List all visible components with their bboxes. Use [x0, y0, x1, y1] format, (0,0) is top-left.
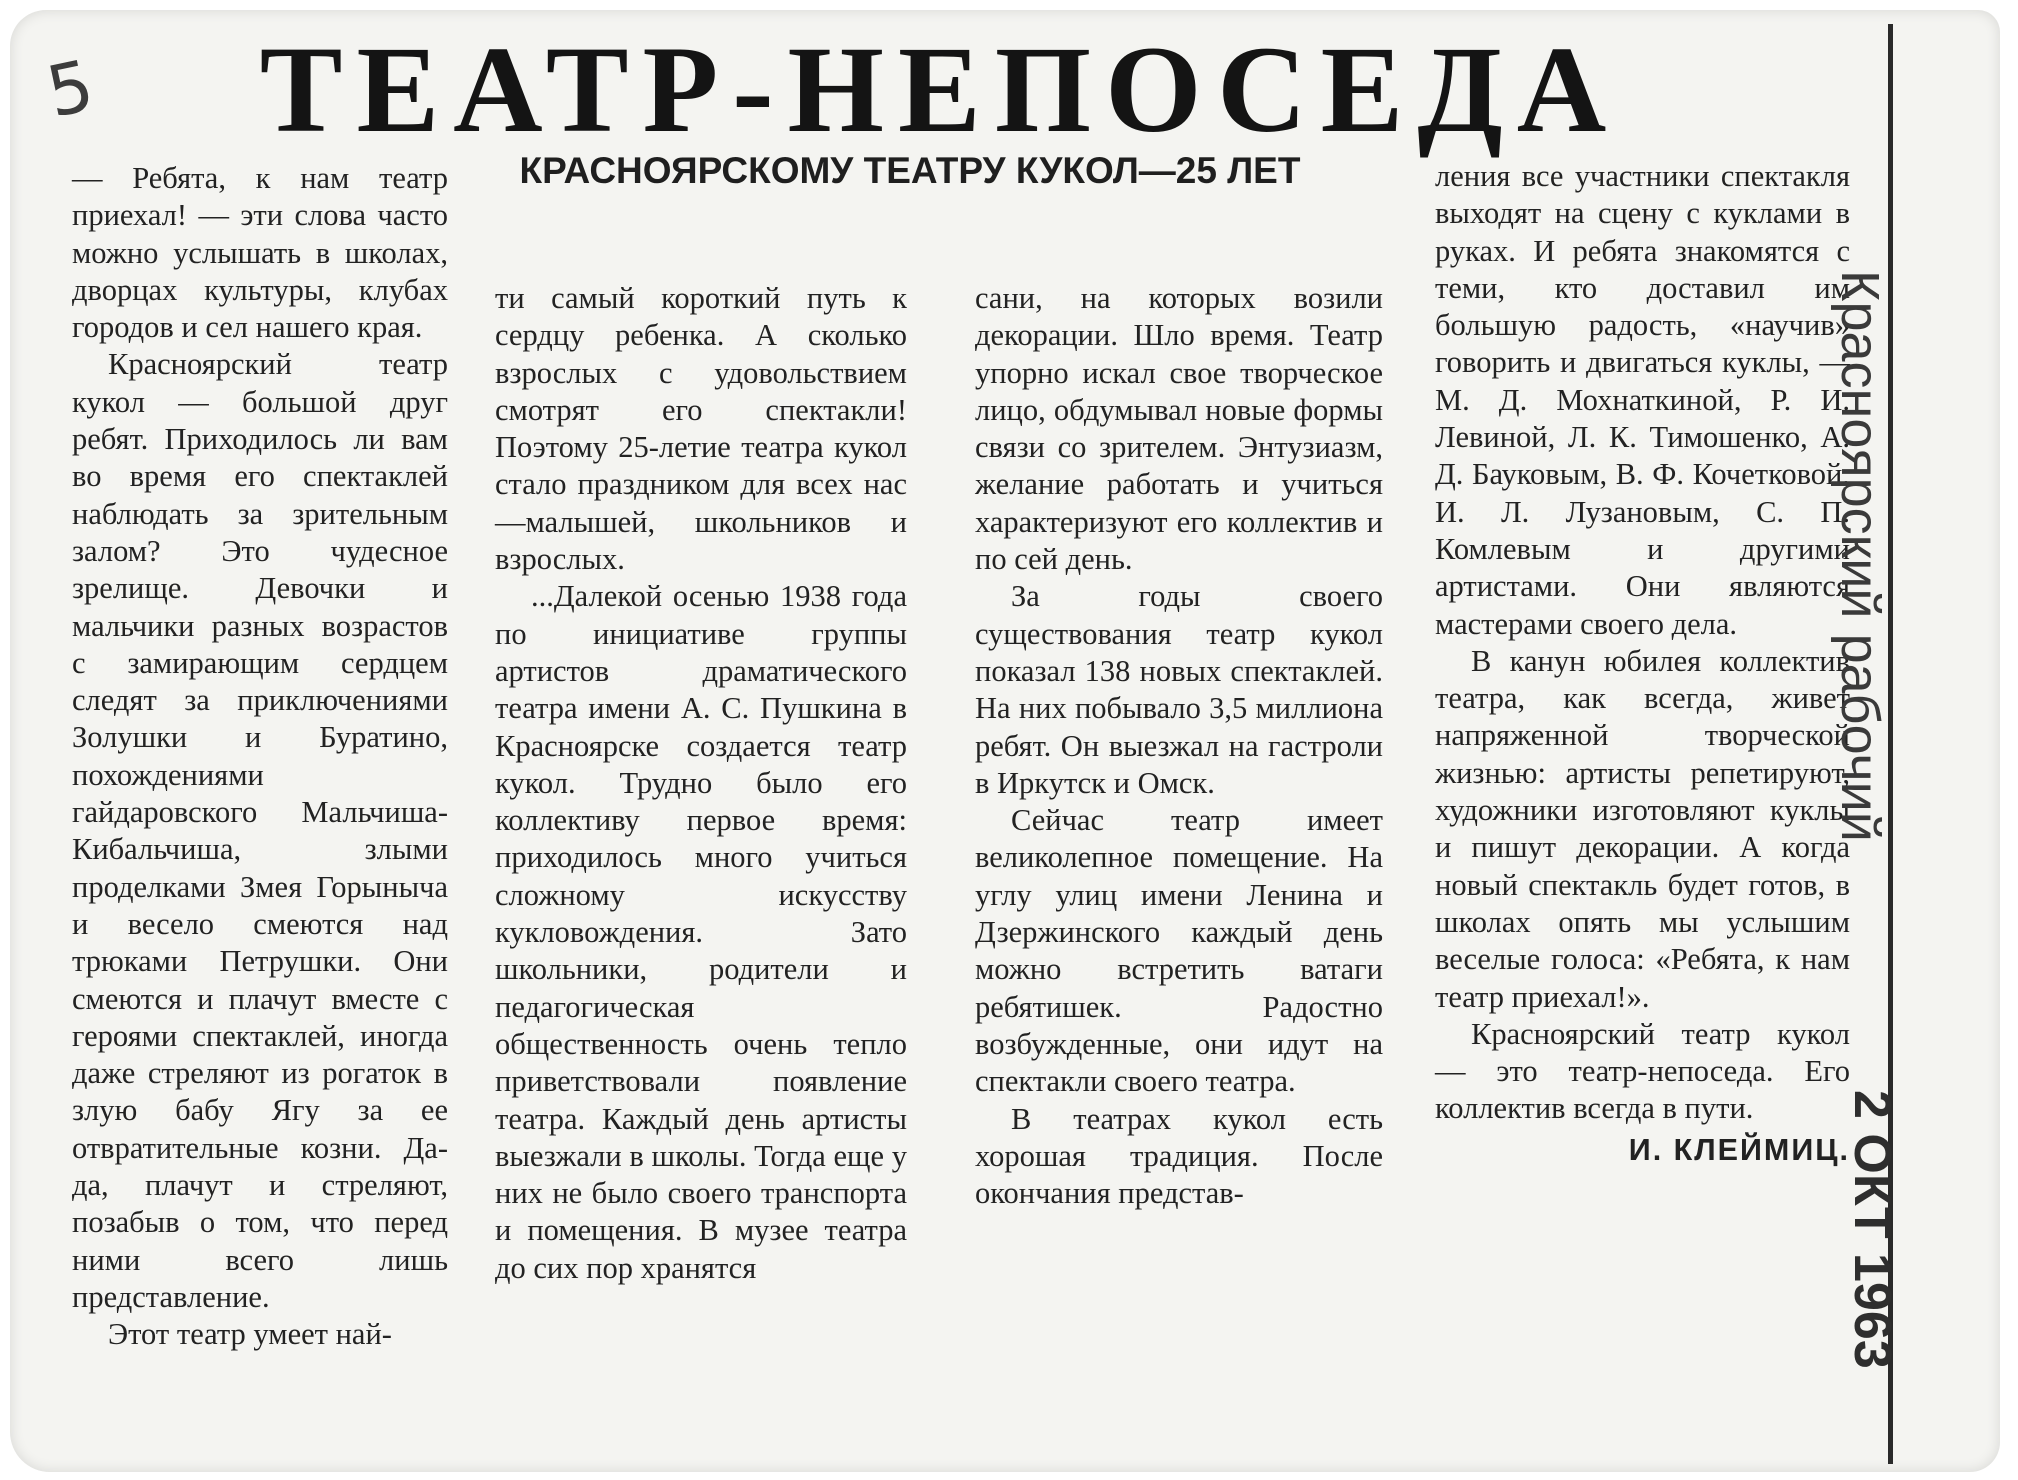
article-column-1 — [72, 160, 448, 1354]
handwritten-mark: 5 — [39, 44, 101, 134]
paragraph: В театрах кукол есть хорошая традиция. После окончания представ- — [975, 1101, 1383, 1211]
date-stamp: 2 ОКТ 1963 — [1843, 1090, 1901, 1369]
article-column-2 — [495, 280, 907, 1287]
paragraph: ления все участники спектакля выходят на сцену с куклами в руках. И ребята знакомятся с теми, кто доставил им большую радость, «научив» говорить и двигаться куклы, — М. Д. Мохнаткиной, Р. И. Левиной, Л. К. Тимошенко, А. Д. Бауковым, В. Ф. Кочетковой, И. Л. Лузановым, С. П. Комлевым и другими артистами. Они являются мастерами своего дела. — [1435, 159, 1850, 641]
paragraph: — Ребята, к нам театр приехал! — эти слова часто можно услышать в школах, дворцах культуры, клубах городов и сел нашего края. — [72, 161, 448, 345]
paragraph: Красноярский театр кукол — это театр-непоседа. Его коллектив всегда в пути. — [1435, 1016, 1850, 1126]
paragraph: ...Далекой осенью 1938 года по инициативе группы артистов драматического театра имени А. С. Пушкина в Красноярске создается театр кукол. Трудно было его коллективу первое время: приходилось много учиться сложному искусству кукловождения. Зато школьники, родители и педагогическая общественность очень тепло приветствовали появление театра. Каждый день артисты выезжали в школы. Тогда еще у них не было своего транспорта и помещения. В музее театра до сих пор хранятся — [495, 579, 907, 1285]
paragraph: За годы своего существования театр кукол показал 138 новых спектаклей. На них побывало 3,5 миллиона ребят. Он выезжал на гастроли в Иркутск и Омск. — [975, 579, 1383, 800]
paragraph: ти самый короткий путь к сердцу ребенка. А сколько взрослых с удовольствием смотрят его спектакли! Поэтому 25-летие театра кукол стало праздником для всех нас—малышей, школьников и взрослых. — [495, 281, 907, 577]
headline: ТЕАТР-НЕПОСЕДА — [259, 21, 1621, 158]
paragraph: Сейчас театр имеет великолепное помещение. На углу улиц имени Ленина и Дзержинского каждый день можно встретить ватаги ребятишек. Радостно возбужденные, они идут на спектакли своего театра. — [975, 803, 1383, 1099]
article-column-3 — [975, 280, 1383, 1212]
paragraph: Этот театр умеет най- — [108, 1317, 392, 1352]
paragraph: сани, на которых возили декорации. Шло время. Театр упорно искал свое творческое лицо, обдумывал новые формы связи со зрителем. Энтузиазм, желание работать и учиться характеризуют его коллектив и по сей день. — [975, 281, 1383, 577]
source-stamp: Красноярский рабочий — [1830, 270, 1890, 842]
subheadline: КРАСНОЯРСКОМУ ТЕАТРУ КУКОЛ—25 ЛЕТ — [519, 150, 1301, 191]
paragraph: В канун юбилея коллектив театра, как всегда, живет напряженной творческой жизнью: артисты репетируют, художники изготовляют куклы и пишут декорации. А когда новый спектакль будет готов, в школах опять мы услышим веселые голоса: «Ребята, к нам театр приехал!». — [1435, 643, 1850, 1014]
paragraph: Красноярский театр кукол — большой друг ребят. Приходилось ли вам во время его спектаклей наблюдать за зрительным залом? Это чудесное зрелище. Девочки и мальчики разных возрастов с замирающим сердцем следят за приключениями Золушки и Буратино, похождениями гайдаровского Мальчиша-Кибальчиша, злыми проделками Змея Горыныча и весело смеются над трюками Петрушки. Они смеются и плачут вместе с героями спектаклей, иногда даже стреляют из рогаток в злую бабу Ягу за ее отвратительные козни. Да-да, плачут и стреляют, позабыв о том, что перед ними всего лишь представление. — [72, 347, 448, 1314]
article-column-4 — [1435, 158, 1850, 1169]
author-signature: И. КЛЕЙМИЦ. — [1628, 1132, 1850, 1167]
